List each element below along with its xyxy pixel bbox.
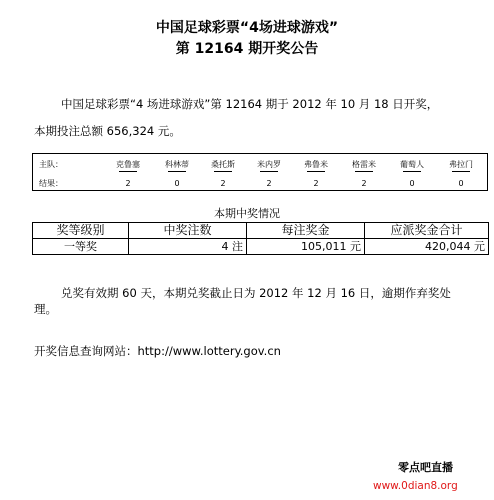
notice-line-1: 兑奖有效期 60 天，本期兑奖截止日为 2012 年 12 月 16 日，逾期作弃奖处	[61, 286, 451, 300]
announcement-issue-title: 第 12164 期开奖公告	[175, 41, 319, 57]
result-value: 0	[458, 179, 464, 188]
result-value: 2	[266, 179, 272, 188]
total-prize-cell: 420,044 元	[365, 239, 489, 255]
notice-line-2: 理。	[34, 302, 57, 316]
team-name: 米内罗	[257, 160, 281, 169]
announcement-title: 中国足球彩票“4场进球游戏”	[155, 20, 339, 36]
lottery-info-link[interactable]: 开奖信息查询网站：http://www.lottery.gov.cn	[34, 344, 281, 358]
team-underline	[307, 171, 325, 172]
header-total-prize: 应派奖金合计	[365, 223, 489, 239]
result-label: 结果：	[39, 179, 63, 188]
prize-section-title: 本期中奖情况	[214, 207, 280, 220]
team-underline	[119, 171, 137, 172]
intro-line-1: 中国足球彩票“4 场进球游戏”第 12164 期于 2012 年 10 月 18 日开奖，	[61, 97, 439, 111]
team-underline	[168, 171, 186, 172]
home-team-label: 主队：	[39, 160, 63, 169]
prize-table-header	[33, 223, 489, 239]
team-underline	[452, 171, 470, 172]
match-results-table	[32, 153, 488, 191]
team-name: 弗鲁米	[304, 160, 328, 169]
team-name: 弗拉门	[449, 160, 473, 169]
home-team-row	[33, 159, 487, 171]
table-row	[33, 239, 489, 255]
team-underline	[403, 171, 421, 172]
result-value: 0	[409, 179, 415, 188]
team-name: 克鲁塞	[116, 160, 140, 169]
header-prize-level: 奖等级别	[33, 223, 129, 239]
result-value: 2	[220, 179, 226, 188]
header-winning-count: 中奖注数	[129, 223, 247, 239]
watermark-site: www.0dian8.org	[373, 480, 458, 492]
team-name: 科林蒂	[165, 160, 189, 169]
team-name: 格雷米	[352, 160, 376, 169]
header-prize-per-bet: 每注奖金	[247, 223, 365, 239]
result-row	[33, 178, 487, 190]
watermark-brand: 零点吧直播	[398, 461, 453, 474]
winning-count-cell: 4 注	[129, 239, 247, 255]
team-name: 葡萄人	[400, 160, 424, 169]
team-name: 桑托斯	[211, 160, 235, 169]
prize-table	[32, 222, 489, 255]
result-value: 2	[125, 179, 131, 188]
team-underline	[355, 171, 373, 172]
team-underline	[214, 171, 232, 172]
result-value: 2	[361, 179, 367, 188]
result-value: 2	[313, 179, 319, 188]
result-value: 0	[174, 179, 180, 188]
team-underline	[260, 171, 278, 172]
intro-line-2: 本期投注总额 656,324 元。	[34, 124, 181, 138]
prize-level-cell: 一等奖	[33, 239, 129, 255]
prize-per-bet-cell: 105,011 元	[247, 239, 365, 255]
